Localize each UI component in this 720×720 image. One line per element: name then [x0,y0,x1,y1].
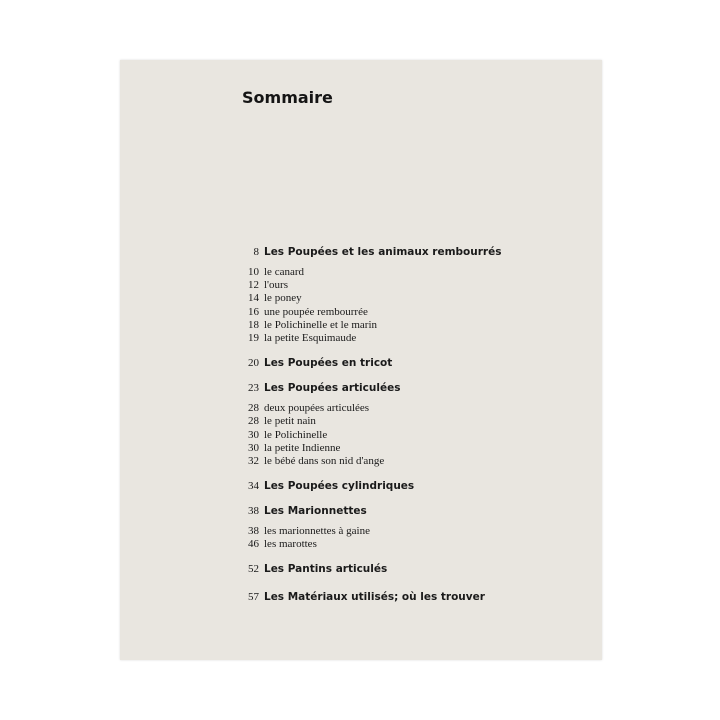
toc-item-label: le Polichinelle [264,428,328,441]
toc-item [246,292,586,305]
toc-item-page: 10 [248,266,259,278]
toc-item-page: 32 [248,454,259,467]
toc-heading-page: 57 [248,591,259,604]
toc-item-label: la petite Indienne [264,441,341,454]
toc-item [246,402,586,415]
toc-heading [246,591,586,607]
toc-item-page: 30 [248,428,259,441]
toc-heading-label: Les Poupées et les animaux rembourrés [264,246,502,258]
toc-item-page: 18 [248,318,259,331]
toc-item-label: l'ours [264,279,288,292]
toc-item-page: 46 [248,538,259,551]
toc-item-label: le bébé dans son nid d'ange [264,454,385,467]
toc-item-label: deux poupées articulées [264,402,370,415]
toc-item-label: la petite Esquimaude [264,331,357,344]
toc-heading-page: 8 [253,246,259,258]
toc-item-label: le Polichinelle et le marin [264,318,378,331]
toc-section [246,382,586,468]
toc-item-page: 38 [248,525,259,538]
toc-item-page: 16 [248,305,259,318]
toc-item-page: 28 [248,402,259,415]
toc-heading-page: 38 [248,505,259,518]
toc-heading-page: 20 [248,357,259,370]
toc-section [246,246,586,345]
toc-item-label: le canard [264,266,304,278]
table-of-contents [246,246,586,607]
toc-heading-label: Les Matériaux utilisés; où les trouver [264,591,485,604]
toc-item [246,319,586,332]
toc-heading-label: Les Pantins articulés [264,563,388,576]
toc-item [246,415,586,428]
toc-item [246,306,586,319]
toc-heading [246,480,586,496]
toc-heading-label: Les Poupées en tricot [264,357,393,370]
toc-heading [246,505,586,521]
toc-heading-label: Les Poupées cylindriques [264,480,415,493]
toc-items [246,402,586,468]
toc-item-label: les marionnettes à gaine [264,525,370,538]
toc-heading [246,563,586,579]
toc-item-label: une poupée rembourrée [264,305,368,318]
toc-heading-page: 34 [248,480,259,493]
toc-heading-label: Les Poupées articulées [264,382,401,395]
toc-item-page: 19 [248,331,259,344]
toc-items [246,266,586,345]
toc-item [246,442,586,455]
toc-item [246,455,586,468]
toc-heading-label: Les Marionnettes [264,505,367,518]
toc-item [246,266,586,279]
toc-item-label: le petit nain [264,415,316,428]
toc-heading [246,246,586,262]
toc-section [246,563,586,579]
toc-item [246,525,586,538]
toc-section [246,591,586,607]
toc-item [246,538,586,551]
toc-heading [246,382,586,398]
toc-item-page: 30 [248,441,259,454]
toc-heading [246,357,586,373]
book-page [120,60,602,660]
toc-item-page: 12 [248,279,259,292]
toc-item-page: 14 [248,292,259,305]
toc-heading-page: 23 [248,382,259,395]
page-title: Sommaire [242,88,333,107]
toc-item-label: les marottes [264,538,317,551]
toc-item-label: le poney [264,292,302,305]
toc-section [246,480,586,496]
toc-items [246,525,586,551]
toc-section [246,505,586,551]
toc-item [246,332,586,345]
toc-item-page: 28 [248,415,259,428]
toc-section [246,357,586,373]
toc-heading-page: 52 [248,563,259,576]
toc-item [246,429,586,442]
toc-item [246,279,586,292]
